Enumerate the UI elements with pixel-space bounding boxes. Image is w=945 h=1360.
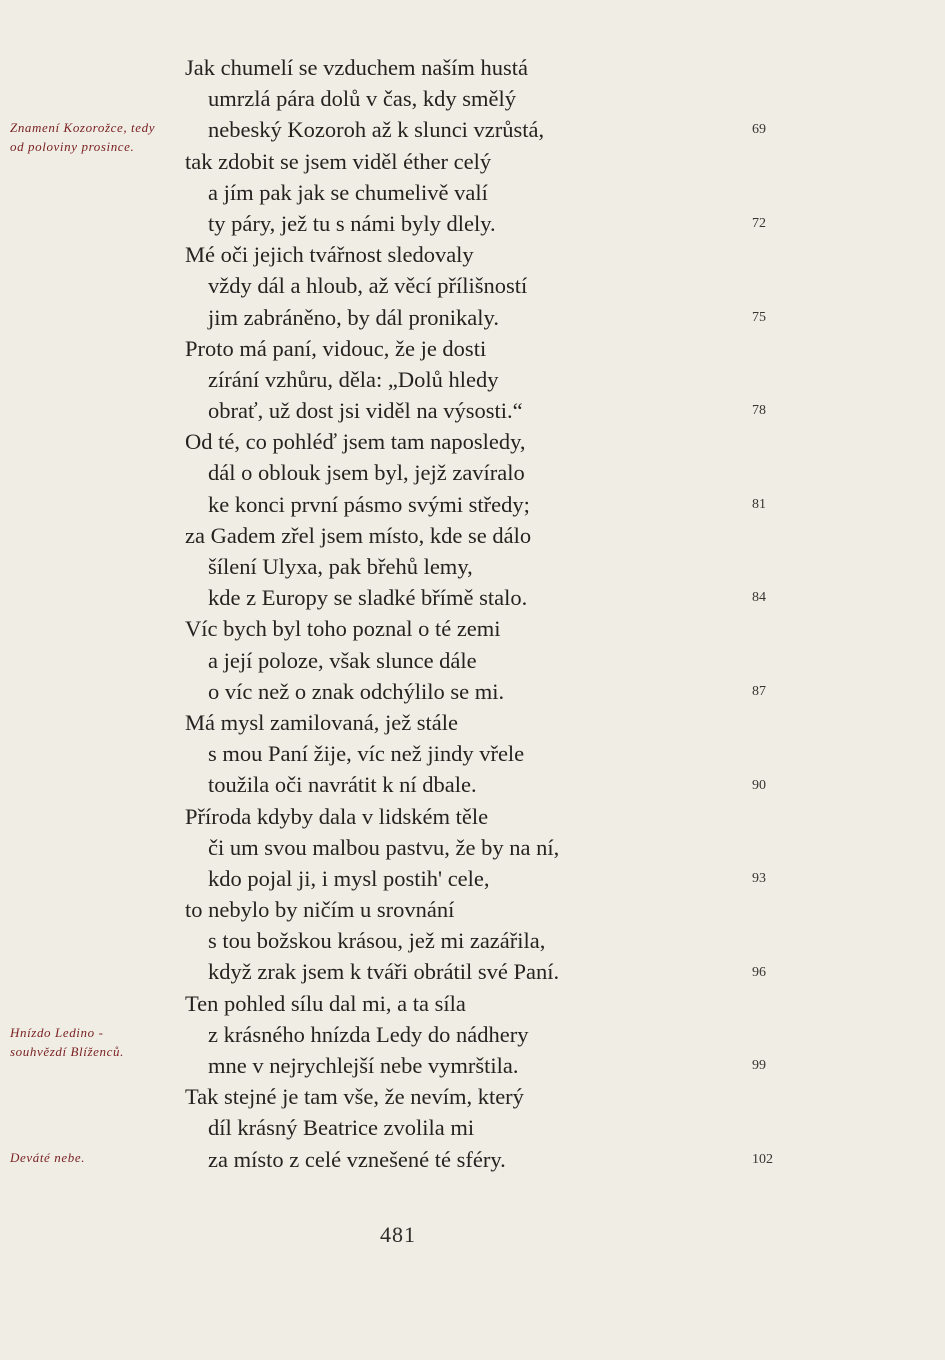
verse-line: o víc než o znak odchýlilo se mi. bbox=[208, 678, 505, 704]
verse-line: s tou božskou krásou, jež mi zazářila, bbox=[208, 928, 546, 954]
line-number: 72 bbox=[752, 216, 766, 231]
margin-note: Znamení Kozorožce, tedy od poloviny prosince. bbox=[10, 120, 156, 155]
verse-line: Proto má paní, vidouc, že je dosti bbox=[185, 335, 487, 361]
verse-line: Má mysl zamilovaná, jež stále bbox=[185, 709, 459, 735]
verse-line: a jím pak jak se chumelivě valí bbox=[208, 179, 488, 205]
verse-line: díl krásný Beatrice zvolila mi bbox=[208, 1115, 475, 1141]
verse-line: ke konci první pásmo svými středy; bbox=[208, 491, 530, 517]
verse-line: Jak chumelí se vzduchem naším hustá bbox=[185, 55, 529, 80]
verse-line: Od té, co pohléď jsem tam naposledy, bbox=[185, 429, 526, 455]
verse-line: tak zdobit se jsem viděl éther celý bbox=[185, 148, 492, 174]
verse-line: zírání vzhůru, děla: „Dolů hledy bbox=[208, 366, 499, 392]
verse-line: či um svou malbou pastvu, že by na ní, bbox=[208, 834, 560, 860]
verse-line: Víc bych byl toho poznal o té zemi bbox=[185, 616, 501, 642]
line-number: 87 bbox=[752, 684, 766, 699]
verse-line: Příroda kdyby dala v lidském těle bbox=[185, 803, 489, 829]
verse-line: vždy dál a hloub, až věcí přílišností bbox=[208, 273, 528, 299]
line-number: 93 bbox=[752, 871, 766, 887]
page-number: 481 bbox=[380, 1222, 416, 1247]
verse-line: Tak stejné je tam vše, že nevím, který bbox=[185, 1084, 524, 1110]
line-number: 99 bbox=[752, 1058, 766, 1074]
line-number: 75 bbox=[752, 309, 766, 325]
verse-line: nebeský Kozoroh až k slunci vzrůstá, bbox=[208, 117, 545, 143]
verse-line: šílení Ulyxa, pak břehů lemy, bbox=[208, 554, 473, 579]
verse-line: to nebylo by ničím u srovnání bbox=[185, 897, 455, 923]
verse-line: dál o oblouk jsem byl, jejž zavíralo bbox=[208, 460, 525, 486]
line-number: 102 bbox=[752, 1152, 773, 1167]
verse-line: kdo pojal ji, i mysl postih' cele, bbox=[208, 865, 490, 891]
verse-line: s mou Paní žije, víc než jindy vřele bbox=[208, 741, 525, 767]
margin-note: Deváté nebe. bbox=[10, 1150, 86, 1165]
line-number: 96 bbox=[752, 964, 766, 980]
verse-line: Mé oči jejich tvářnost sledovaly bbox=[185, 242, 474, 268]
verse-line: za Gadem zřel jsem místo, kde se dálo bbox=[185, 522, 532, 548]
line-number: 81 bbox=[752, 496, 766, 512]
verse-line: ty páry, jež tu s námi byly dlely. bbox=[208, 210, 496, 236]
verse-block bbox=[185, 52, 745, 1175]
verse-line: za místo z celé vznešené té sféry. bbox=[208, 1146, 506, 1172]
verse-line: toužila oči navrátit k ní dbale. bbox=[208, 772, 477, 798]
verse-line: umrzlá pára dolů v čas, kdy smělý bbox=[208, 86, 517, 112]
line-number: 90 bbox=[752, 777, 766, 793]
line-number: 84 bbox=[752, 590, 766, 606]
verse-line: jim zabráněno, by dál pronikaly. bbox=[208, 304, 499, 330]
verse-line: Ten pohled sílu dal mi, a ta síla bbox=[185, 990, 466, 1016]
line-number: 69 bbox=[752, 122, 766, 138]
verse-line: mne v nejrychlejší nebe vymrštila. bbox=[208, 1053, 519, 1078]
margin-note: Hnízdo Ledino - souhvězdí Blíženců. bbox=[10, 1025, 124, 1060]
verse-line: obrať, už dost jsi viděl na výsosti.“ bbox=[208, 398, 523, 424]
verse-line: kde z Europy se sladké břímě stalo. bbox=[208, 585, 528, 611]
verse-line: když zrak jsem k tváři obrátil své Paní. bbox=[208, 959, 560, 985]
verse-line: z krásného hnízda Ledy do nádhery bbox=[208, 1021, 529, 1047]
verse-line: a její poloze, však slunce dále bbox=[208, 647, 477, 673]
line-number: 78 bbox=[752, 403, 766, 419]
